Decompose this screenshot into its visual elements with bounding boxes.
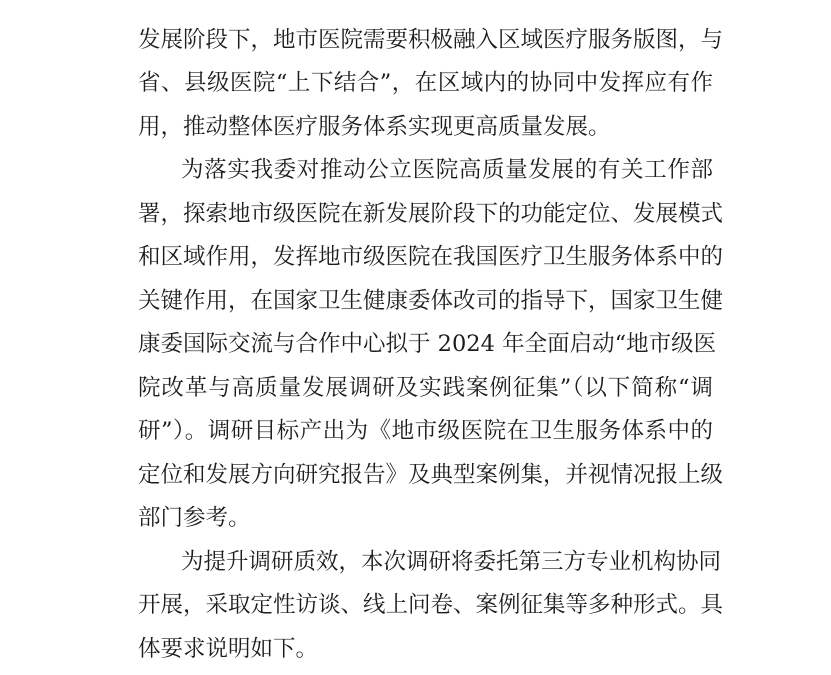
text-line-14: 开展，采取定性访谈、线上问卷、案例征集等多种形式。具 — [138, 592, 724, 618]
text-line-4: 为落实我委对推动公立医院高质量发展的有关工作部 — [181, 157, 713, 183]
text-line-7: 关键作用，在国家卫生健康委体改司的指导下，国家卫生健 — [138, 288, 724, 314]
text-line-8: 康委国际交流与合作中心拟于 2024 年全面启动“地市级医 — [138, 331, 717, 357]
text-line-1: 发展阶段下，地市医院需要积极融入区域医疗服务版图，与 — [138, 27, 724, 53]
text-line-15: 体要求说明如下。 — [138, 636, 319, 662]
text-line-5: 署，探索地市级医院在新发展阶段下的功能定位、发展模式 — [138, 201, 724, 227]
text-line-3: 用，推动整体医疗服务体系实现更高质量发展。 — [138, 114, 611, 140]
text-line-12: 部门参考。 — [138, 505, 251, 531]
text-line-11: 定位和发展方向研究报告》及典型案例集，并视情况报上级 — [138, 462, 724, 488]
text-line-10: 研”）。调研目标产出为《地市级医院在卫生服务体系中的 — [138, 418, 713, 444]
text-line-13: 为提升调研质效，本次调研将委托第三方专业机构协同 — [181, 549, 722, 575]
text-line-6: 和区域作用，发挥地市级医院在我国医疗卫生服务体系中的 — [138, 244, 724, 270]
text-line-9: 院改革与高质量发展调研及实践案例征集”（以下简称“调 — [138, 375, 713, 401]
text-line-2: 省、县级医院“上下结合”，在区域内的协同中发挥应有作 — [138, 70, 713, 96]
